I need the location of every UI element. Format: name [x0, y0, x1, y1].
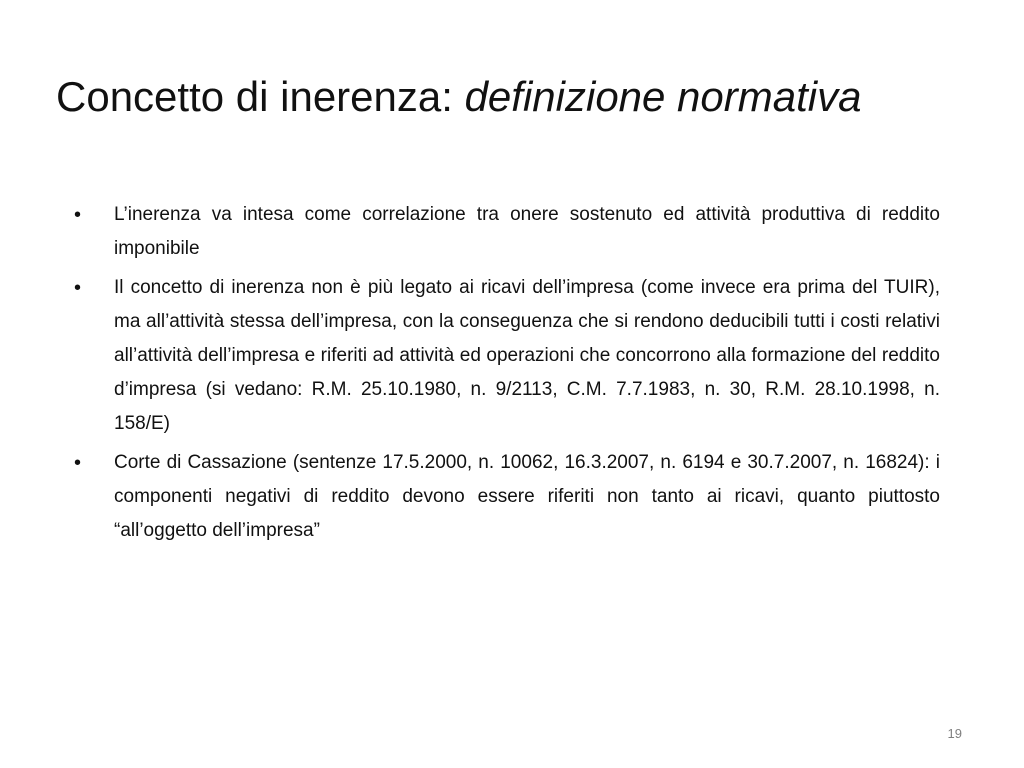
- bullet-text: Corte di Cassazione (sentenze 17.5.2000, n. 10062, 16.3.2007, n. 6194 e 30.7.2007, n. 16824): i componenti negativi di reddito devono essere riferiti non tanto ai ricavi, quanto piuttosto “all’oggetto dell’impresa”: [114, 452, 940, 541]
- slide-title-main: Concetto di inerenza:: [56, 73, 465, 121]
- bullet-item: [74, 446, 940, 548]
- bullet-icon: •: [74, 204, 82, 226]
- slide-title-italic: definizione normativa: [464, 73, 862, 121]
- slide-title: [56, 68, 976, 126]
- bullet-item: [74, 198, 940, 266]
- bullet-text: L’inerenza va intesa come correlazione tra onere sostenuto ed attività produttiva di reddito imponibile: [114, 204, 940, 259]
- page-number: 19: [947, 726, 962, 741]
- bullet-icon: •: [74, 452, 82, 474]
- bullet-icon: •: [74, 277, 82, 299]
- bullet-item: [74, 271, 940, 441]
- bullet-text: Il concetto di inerenza non è più legato ai ricavi dell’impresa (come invece era prima del TUIR), ma all’attività stessa dell’impresa, con la conseguenza che si rendono deducibili tutti i costi relativi all’attività dell’impresa e riferiti ad attività ed operazioni che concorrono alla formazione del reddito d’impresa (si vedano: R.M. 25.10.1980, n. 9/2113, C.M. 7.7.1983, n. 30, R.M. 28.10.1998, n. 158/E): [114, 277, 940, 434]
- bullet-list: [74, 198, 940, 553]
